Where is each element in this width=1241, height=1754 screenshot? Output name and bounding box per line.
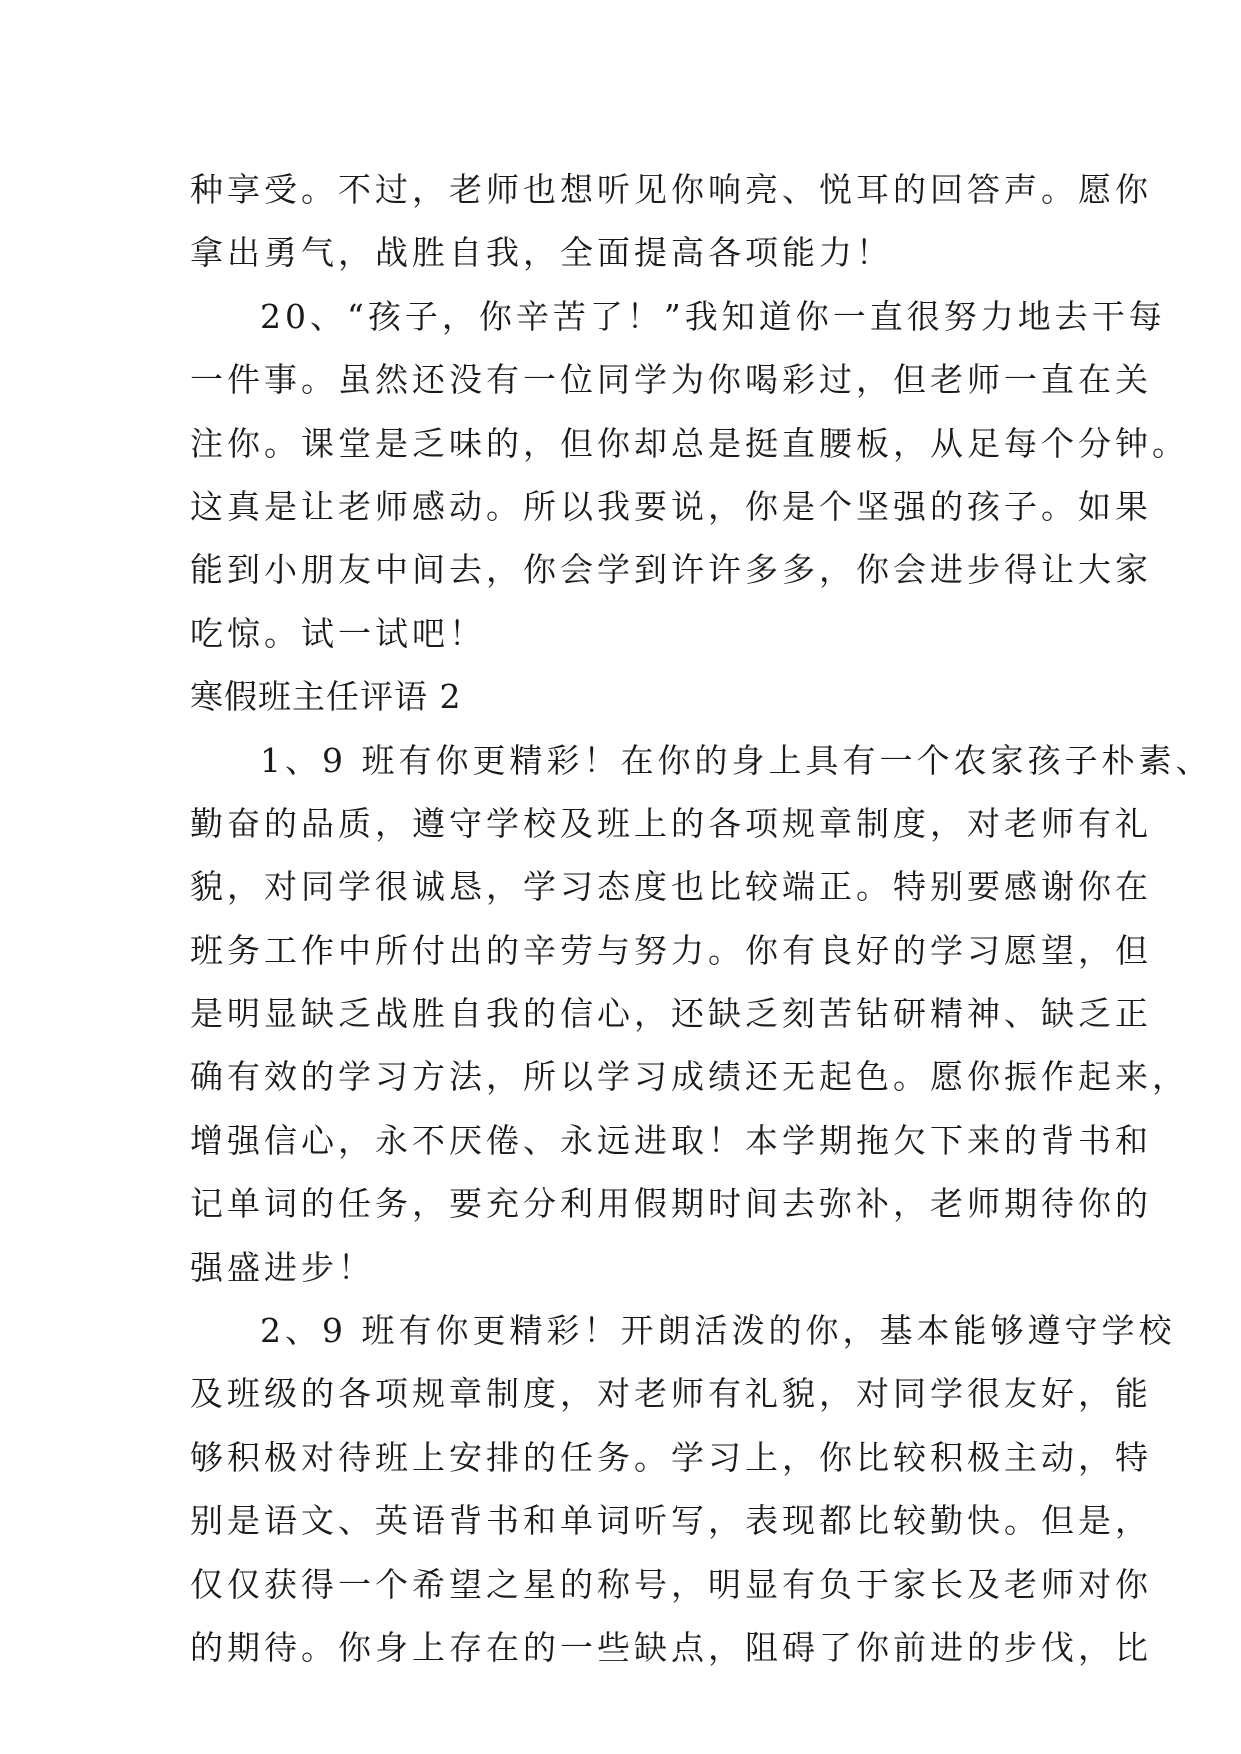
- text-line: 是明显缺乏战胜自我的信心，还缺乏刻苦钻研精神、缺乏正: [190, 994, 1152, 1034]
- text-line: 貌，对同学很诚恳，学习态度也比较端正。特别要感谢你在: [190, 867, 1152, 907]
- text-line: 班务工作中所付出的辛劳与努力。你有良好的学习愿望，但: [190, 930, 1152, 970]
- paragraph-start-line: 20、“孩子，你辛苦了！”我知道你一直很努力地去干每: [260, 296, 1166, 336]
- paragraph-start-line: 2、9 班有你更精彩！开朗活泼的你，基本能够遵守学校: [260, 1311, 1176, 1351]
- text-line: 增强信心，永不厌倦、永远进取！本学期拖欠下来的背书和: [190, 1120, 1152, 1160]
- text-line: 及班级的各项规章制度，对老师有礼貌，对同学很友好，能: [190, 1374, 1152, 1414]
- text-line: 强盛进步！: [190, 1247, 375, 1287]
- section-heading: 寒假班主任评语 2: [190, 677, 462, 717]
- text-line: 别是语文、英语背书和单词听写，表现都比较勤快。但是，: [190, 1501, 1152, 1541]
- text-line: 这真是让老师感动。所以我要说，你是个坚强的孩子。如果: [190, 486, 1152, 526]
- text-line: 能到小朋友中间去，你会学到许许多多，你会进步得让大家: [190, 550, 1152, 590]
- text-line: 种享受。不过，老师也想听见你响亮、悦耳的回答声。愿你: [190, 170, 1152, 209]
- text-line: 仅仅获得一个希望之星的称号，明显有负于家长及老师对你: [190, 1564, 1152, 1604]
- text-line: 勤奋的品质，遵守学校及班上的各项规章制度，对老师有礼: [190, 803, 1152, 843]
- text-line: 的期待。你身上存在的一些缺点，阻碍了你前进的步伐，比: [190, 1627, 1152, 1667]
- document-body: [190, 158, 1213, 1679]
- text-line: 记单词的任务，要充分利用假期时间去弥补，老师期待你的: [190, 1184, 1152, 1224]
- text-line: 够积极对待班上安排的任务。学习上，你比较积极主动，特: [190, 1437, 1152, 1477]
- text-line: 一件事。虽然还没有一位同学为你喝彩过，但老师一直在关: [190, 360, 1152, 400]
- text-line: 确有效的学习方法，所以学习成绩还无起色。愿你振作起来，: [190, 1057, 1189, 1097]
- paragraph-start-line: 1、9 班有你更精彩！在你的身上具有一个农家孩子朴素、: [260, 740, 1213, 780]
- text-line: 吃惊。试一试吧！: [190, 613, 486, 653]
- text-line: 拿出勇气，战胜自我，全面提高各项能力！: [190, 233, 893, 273]
- text-line: 注你。课堂是乏味的，但你却总是挺直腰板，从足每个分钟。: [190, 423, 1189, 463]
